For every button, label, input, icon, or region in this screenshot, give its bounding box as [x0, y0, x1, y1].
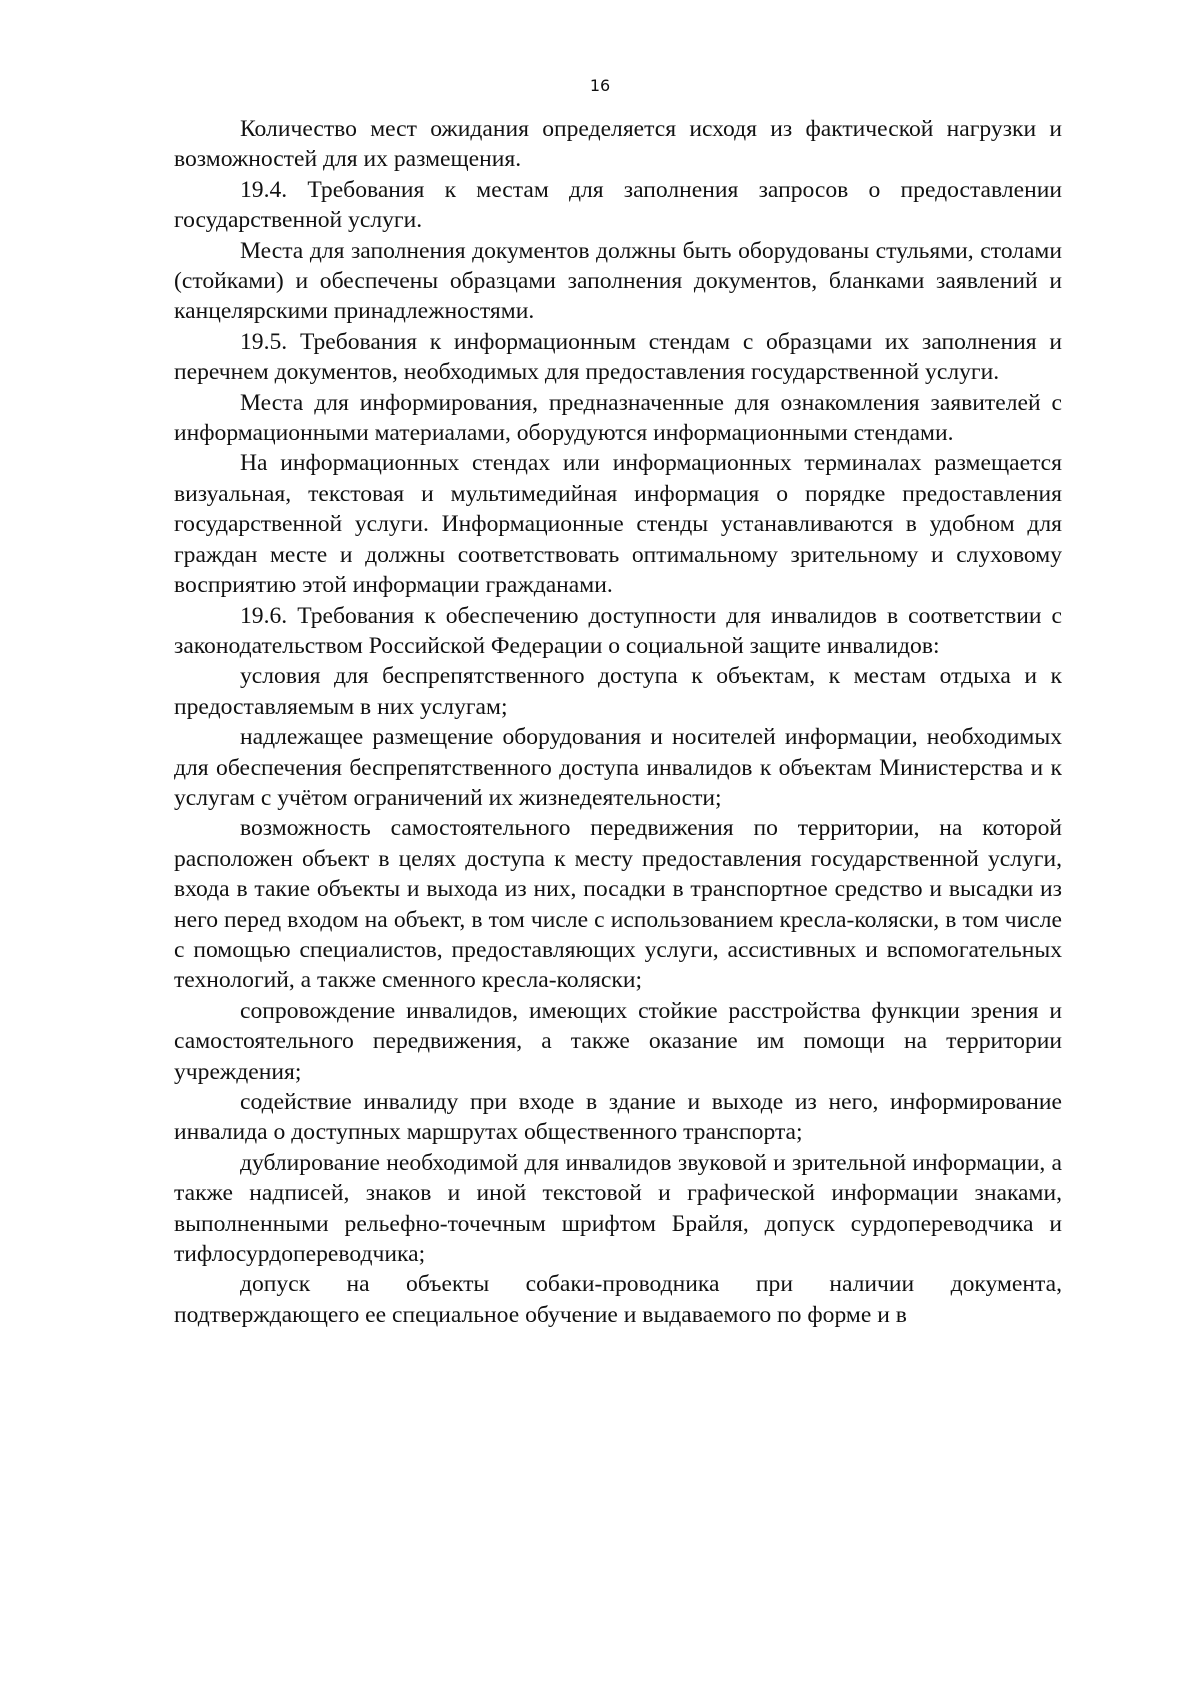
document-body	[174, 114, 1062, 1330]
paragraph: сопровождение инвалидов, имеющих стойкие расстройства функции зрения и самостоятельного передвижения, а также оказание им помощи на территории учреждения;	[174, 997, 1062, 1085]
paragraph: 19.6. Требования к обеспечению доступности для инвалидов в соответствии с законодательством Российской Федерации о социальной защите инвалидов:	[174, 602, 1062, 659]
paragraph: дублирование необходимой для инвалидов звуковой и зрительной информации, а также надписей, знаков и иной текстовой и графической информации знаками, выполненными рельефно-точечным шрифтом Брайля, допуск сурдопереводчика и тифлосурдопереводчика;	[174, 1149, 1062, 1268]
paragraph: допуск на объекты собаки-проводника при наличии документа, подтверждающего ее специальное обучение и выдаваемого по форме и в	[174, 1271, 1062, 1328]
paragraph: Места для заполнения документов должны быть оборудованы стульями, столами (стойками) и обеспечены образцами заполнения документов, бланками заявлений и канцелярскими принадлежностями.	[174, 237, 1062, 325]
paragraph: Места для информирования, предназначенные для ознакомления заявителей с информационными материалами, оборудуются информационными стендами.	[174, 389, 1062, 447]
paragraph: возможность самостоятельного передвижения по территории, на которой расположен объект в целях доступа к месту предоставления государственной услуги, входа в такие объекты и выхода из них, посадки в транспортное средство и высадки из него перед входом на объект, в том числе с использованием кресла-коляски, в том числе с помощью специалистов, предоставляющих услуги, ассистивных и вспомогательных технологий, а также сменного кресла-коляски;	[174, 815, 1062, 994]
paragraph: содействие инвалиду при входе в здание и выходе из него, информирование инвалида о доступных маршрутах общественного транспорта;	[174, 1089, 1062, 1146]
page-number: 16	[589, 76, 611, 95]
paragraph: 19.5. Требования к информационным стендам с образцами их заполнения и перечнем документов, необходимых для предоставления государственной услуги.	[174, 328, 1062, 386]
paragraph: Количество мест ожидания определяется исходя из фактической нагрузки и возможностей для их размещения.	[174, 116, 1062, 173]
paragraph: надлежащее размещение оборудования и носителей информации, необходимых для обеспечения беспрепятственного доступа инвалидов к объектам Министерства и к услугам с учётом ограничений их жизнедеятельности;	[174, 724, 1062, 811]
paragraph: На информационных стендах или информационных терминалах размещается визуальная, текстовая и мультимедийная информация о порядке предоставления государственной услуги. Информационные стенды устанавливаются в удобном для граждан месте и должны соответствовать оптимальному зрительному и слуховому восприятию этой информации гражданами.	[174, 450, 1062, 599]
paragraph: условия для беспрепятственного доступа к объектам, к местам отдыха и к предоставляемым в них услугам;	[174, 663, 1062, 720]
paragraph: 19.4. Требования к местам для заполнения запросов о предоставлении государственной услуги.	[174, 176, 1062, 234]
